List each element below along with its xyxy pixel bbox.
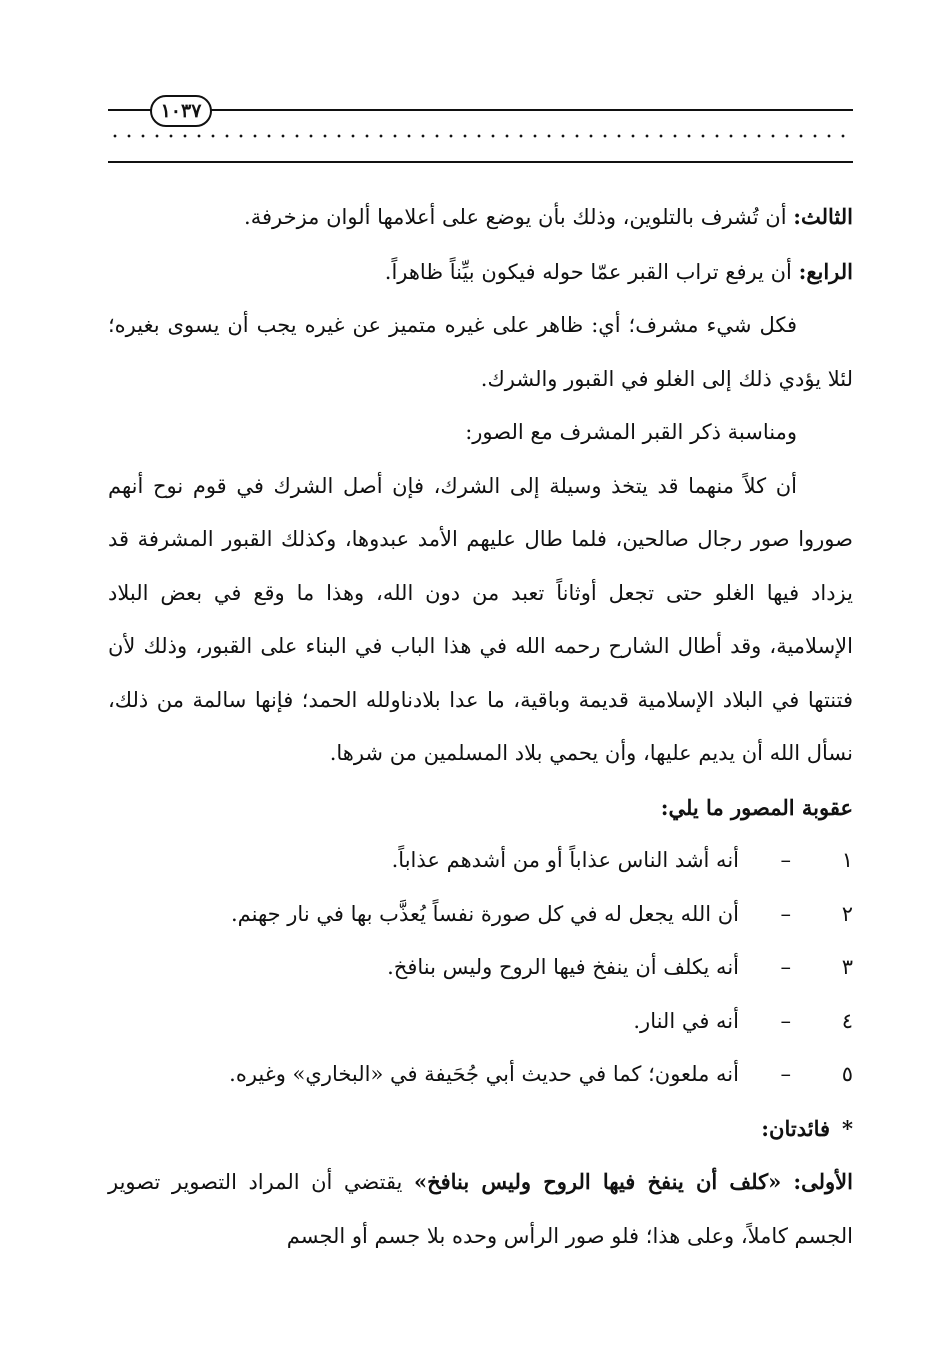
list-item-text: أنه أشد الناس عذاباً أو من أشدهم عذاباً. (391, 848, 739, 872)
paragraph-third-label: الثالث: (793, 204, 853, 229)
benefits-heading (108, 1102, 853, 1156)
header-top-rule (108, 109, 853, 111)
body-text (108, 190, 853, 1263)
header-dotted-rule (108, 134, 853, 138)
paragraph-third-text: أن تُشرف بالتلوين، وذلك بأن يوضع على أعلامها ألوان مزخرفة. (244, 205, 794, 229)
list-item-number: ٣ (841, 955, 853, 979)
list-item (108, 888, 853, 942)
first-benefit-text: يقتضي أن المراد التصوير تصوير الجسم كاملاً، وعلى هذا؛ فلو صور الرأس وحده بلا جسم أو الجسم (108, 1170, 853, 1248)
header-bottom-rule (108, 161, 853, 163)
paragraph-fourth-label: الرابع: (798, 258, 853, 284)
list-item-number: ٥ (841, 1062, 853, 1086)
list-item-dash: – (780, 1062, 791, 1086)
list-item (108, 1048, 853, 1102)
list-item-text: أنه في النار. (633, 1008, 739, 1033)
page-number: ١٠٣٧ (150, 95, 212, 127)
punishment-list (108, 834, 853, 1102)
paragraph-mushrif: فكل شيء مشرف؛ أي: ظاهر على غيره متميز عن غيره يجب أن يسوى بغيره؛ لئلا يؤدي ذلك إلى الغلو في القبور والشرك. (108, 313, 853, 391)
list-item-dash: – (780, 901, 791, 926)
list-item-text: أنه يكلف أن ينفخ فيها الروح وليس بنافخ. (387, 955, 739, 979)
list-item-number: ١ (841, 848, 853, 872)
list-item (108, 941, 853, 995)
list-item-number: ٢ (841, 901, 853, 926)
first-benefit-label: الأولى: (793, 1169, 853, 1194)
asterisk-icon: * (842, 1115, 853, 1141)
list-item-dash: – (780, 955, 791, 979)
list-item (108, 834, 853, 888)
paragraph-fourth-text: أن يرفع تراب القبر عمّا حوله فيكون بيِّناً ظاهراً. (384, 259, 799, 284)
first-benefit-quote: «كلف أن ينفخ فيها الروح وليس بنافخ» (413, 1169, 794, 1194)
paragraph-fourth (108, 245, 853, 300)
punishment-heading: عقوبة المصور ما يلي: (660, 794, 853, 820)
paragraph-third (108, 190, 853, 245)
page-header (0, 0, 931, 180)
list-item-dash: – (780, 1008, 791, 1033)
list-item (108, 995, 853, 1049)
list-item-number: ٤ (841, 1008, 853, 1033)
list-item-dash: – (780, 848, 791, 872)
list-item-text: أن الله يجعل له في كل صورة نفساً يُعذَّب بها في نار جهنم. (230, 901, 739, 926)
paragraph-explanation: أن كلاً منهما قد يتخذ وسيلة إلى الشرك، فإن أصل الشرك في قوم نوح أنهم صوروا صور رجال صالحين، فلما طال عليهم الأمد عبدوها، وكذلك القبور المشرفة قد يزداد فيها الغلو حتى تجعل أوثاناً تعبد من دون الله، وهذا ما وقع في بعض البلاد الإسلامية، وقد أطال الشارح رحمه الله في هذا الباب في البناء على القبور، وذلك لأن فتنتها في البلاد الإسلامية قديمة وباقية، ما عدا بلادناولله الحمد؛ فإنها سالمة من ذلك، نسأل الله أن يديم عليها، وأن يحمي بلاد المسلمين من شرها. (108, 473, 853, 765)
paragraph-first-benefit (108, 1155, 853, 1263)
benefits-heading-text: فائدتان: (761, 1115, 831, 1141)
list-item-text: أنه ملعون؛ كما في حديث أبي جُحَيفة في «البخاري» وغيره. (229, 1062, 739, 1086)
paragraph-relation: ومناسبة ذكر القبر المشرف مع الصور: (465, 420, 797, 444)
